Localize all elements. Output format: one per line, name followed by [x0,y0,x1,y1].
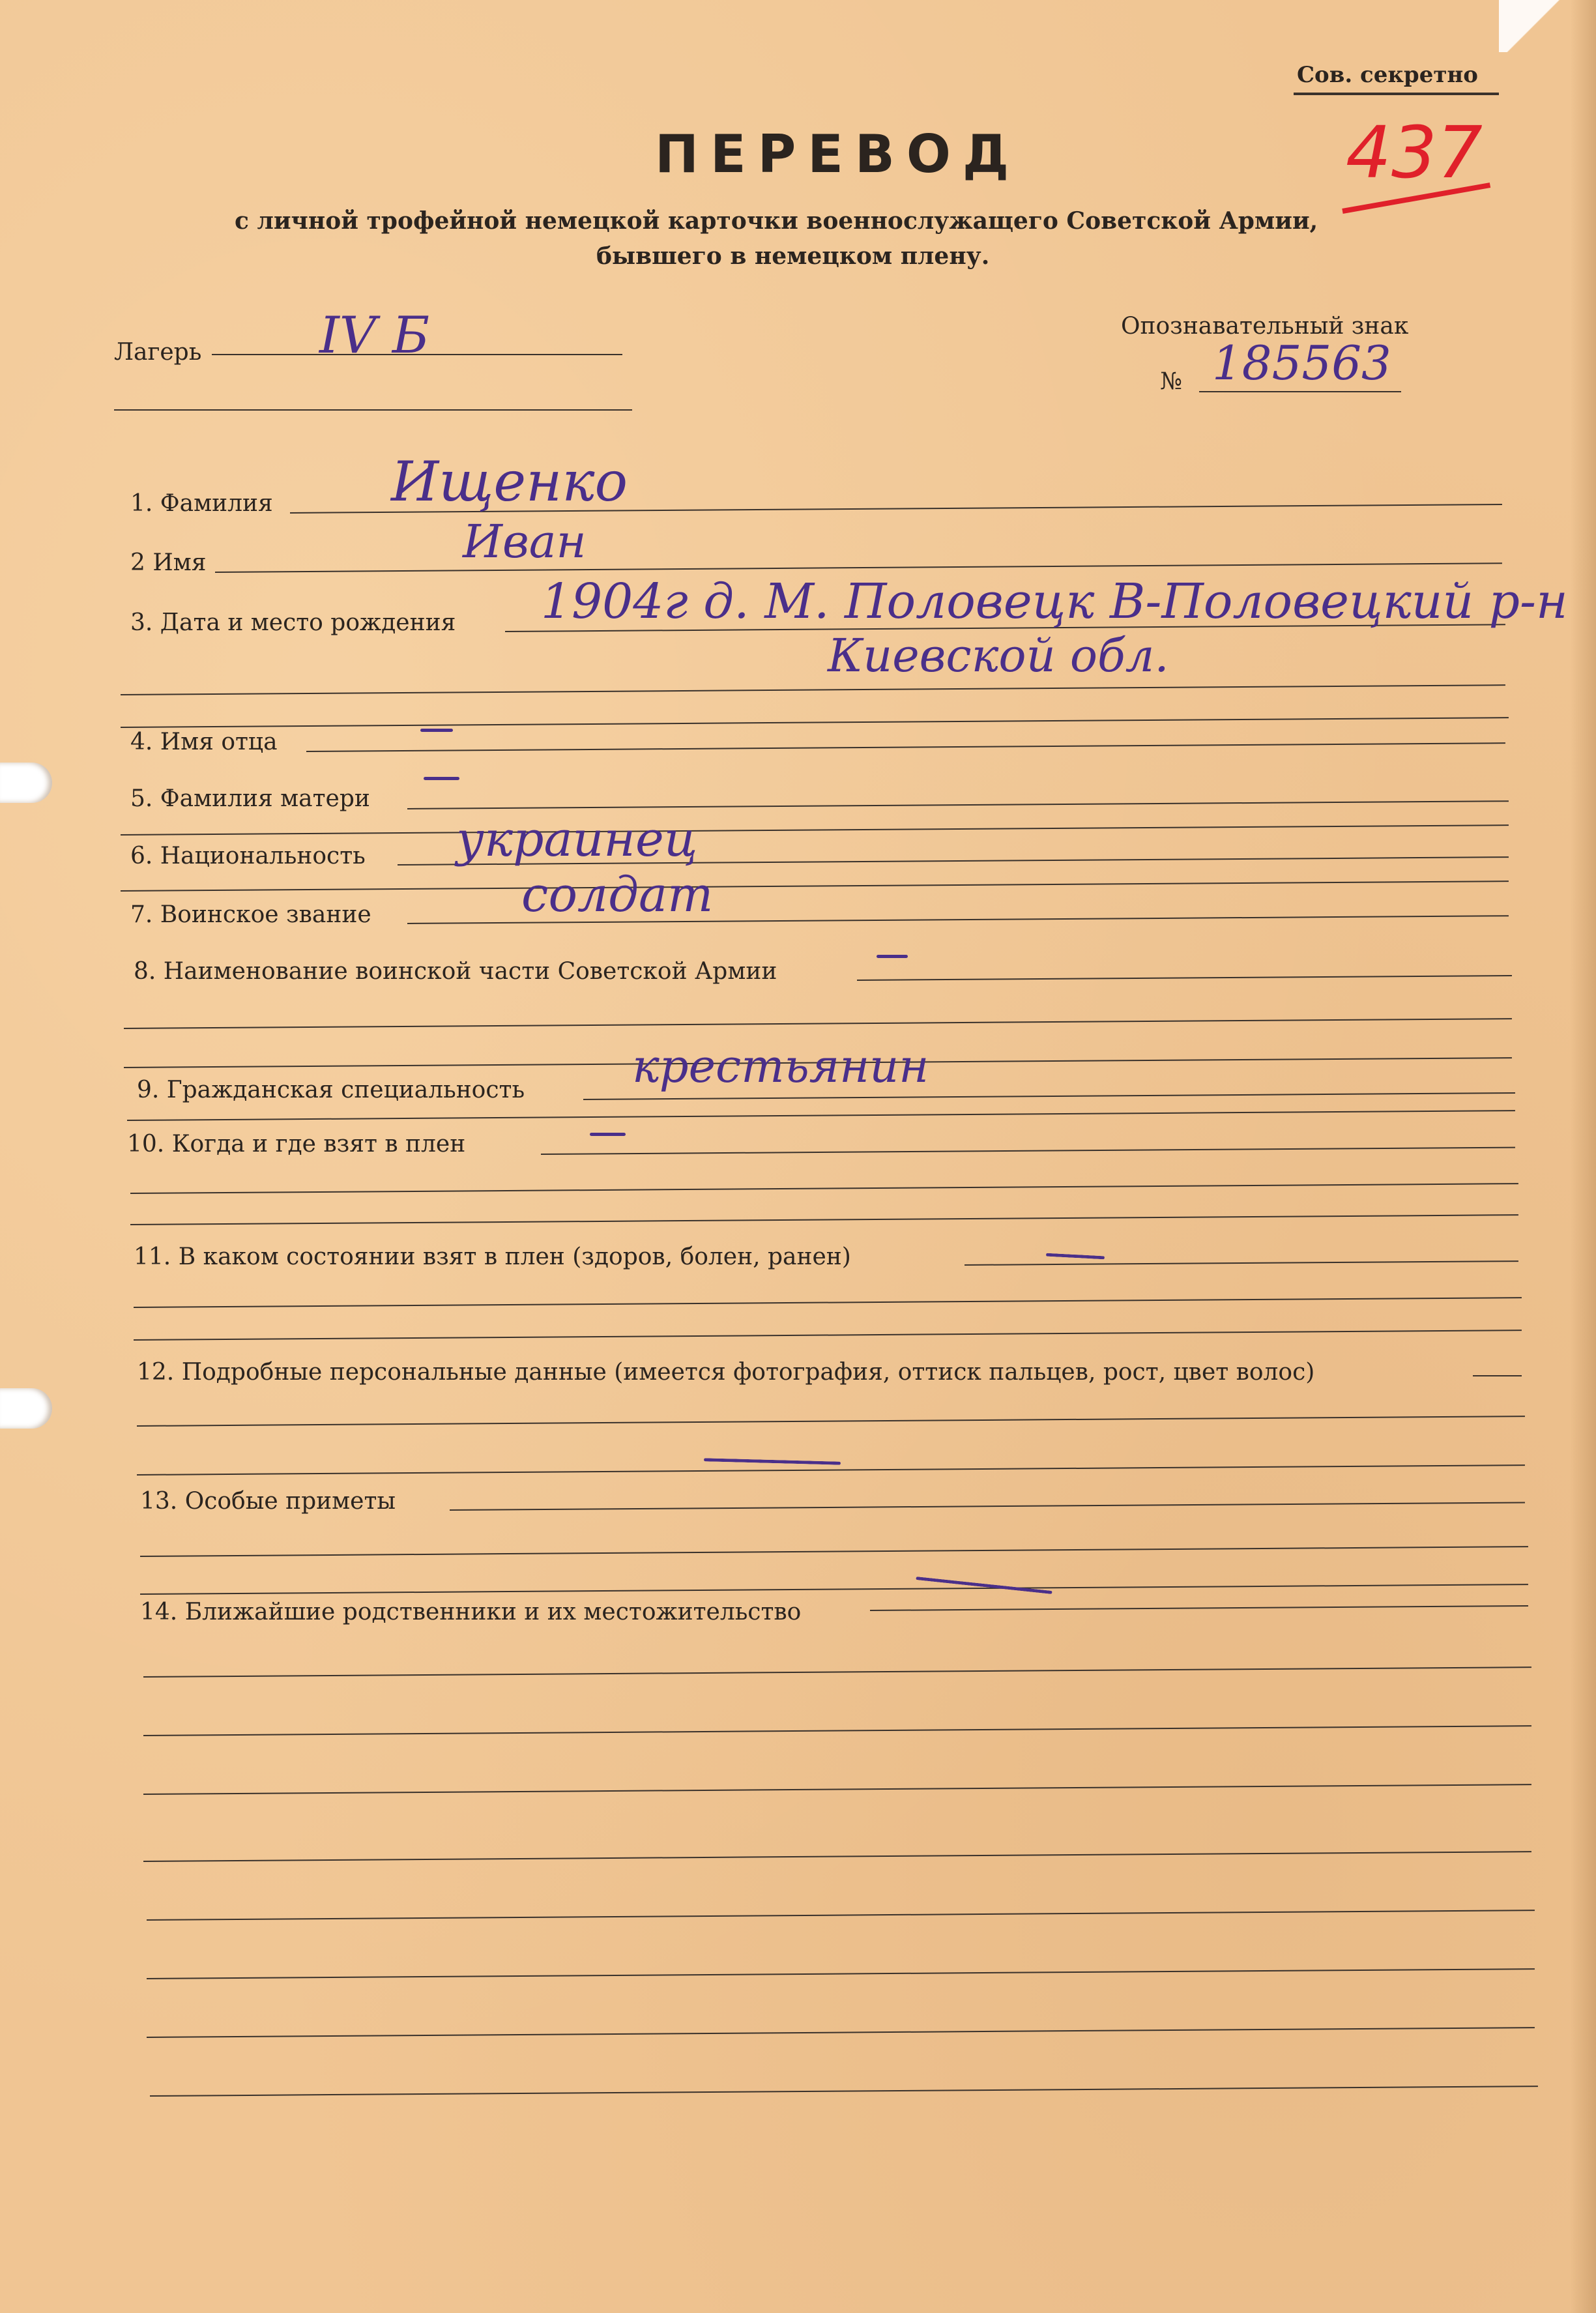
page-title: ПЕРЕВОД [655,124,1021,184]
field-5-label: 5. Фамилия матери [130,785,370,812]
field-10-top-line [127,1110,1515,1121]
field-12-label: 12. Подробные персональные данные (имеется фотография, оттиск пальцев, рост, цвет волос) [137,1359,1315,1386]
field-6-label: 6. Национальность [130,843,366,869]
camp-label: Лагерь [114,339,202,366]
blank-line-3 [143,1784,1531,1795]
field-11-line-3 [134,1330,1522,1341]
field-9-line [583,1092,1515,1100]
field-4-top-line [121,717,1509,728]
field-14-label: 14. Ближайшие родственники и их местожительство [140,1599,802,1625]
field-11-line-2 [134,1297,1522,1308]
field-8-line [857,975,1512,981]
field-11-dash [1046,1253,1105,1260]
field-13-line [450,1502,1525,1511]
blank-line-8 [150,2086,1538,2097]
punch-hole-top [0,763,52,803]
field-8-label: 8. Наименование воинской части Советской Армии [134,958,777,985]
field-12-dash [704,1458,841,1464]
field-14-line [870,1605,1528,1611]
field-10-line-2 [130,1183,1518,1194]
field-3-line-2 [121,684,1505,695]
field-4-label: 4. Имя отца [130,729,278,755]
punch-hole-bottom [0,1388,52,1429]
field-4-line [306,742,1505,752]
blank-line-7 [147,2027,1535,2038]
field-8-dash [877,955,908,958]
blank-line-1 [143,1666,1531,1678]
field-11-line [965,1260,1518,1266]
field-10-line-3 [130,1214,1518,1225]
field-7-value: солдат [521,867,714,923]
field-2-line [215,562,1502,573]
field-14-dash [916,1577,1052,1594]
field-12-line-2 [137,1416,1525,1427]
id-tag-value: 185563 [1212,336,1391,390]
secret-underline [1294,93,1499,95]
subtitle-line-2: бывшего в немецком плену. [596,242,990,270]
field-1-value: Ищенко [391,450,628,514]
field-10-label: 10. Когда и где взят в плен [127,1131,466,1157]
field-10-dash [590,1133,626,1136]
subtitle-line-1: с личной трофейной немецкой карточки военнослужащего Советской Армии, [235,207,1318,235]
field-2-value: Иван [463,515,587,568]
field-13-line-3 [140,1584,1528,1595]
field-9-label: 9. Гражданская специальность [137,1077,525,1103]
field-3-value: 1904г д. М. Половецк В-Половецкий р-н [541,574,1568,630]
field-11-label: 11. В каком состоянии взят в плен (здоров, болен, ранен) [134,1244,851,1270]
field-3-label: 3. Дата и место рождения [130,609,456,636]
field-9-value: крестьянин [632,1040,929,1093]
id-tag-label: Опознавательный знак [1121,313,1409,340]
red-handwritten-number: 437 [1346,111,1483,194]
id-tag-line [1199,391,1401,392]
field-1-label: 1. Фамилия [130,490,273,517]
field-7-top-line [121,880,1509,892]
field-12-line-3 [137,1464,1525,1476]
field-5-line [407,800,1509,809]
blank-line-2 [143,1725,1531,1736]
field-5-dash [424,777,459,780]
field-4-dash [420,729,453,732]
field-8-line-2 [124,1018,1512,1029]
camp-value: IV Б [319,306,430,365]
field-7-label: 7. Воинское звание [130,901,371,928]
field-6-top-line [121,824,1509,836]
secret-stamp-label: Сов. секретно [1297,62,1478,88]
field-13-label: 13. Особые приметы [140,1488,396,1515]
blank-line-5 [147,1910,1535,1921]
field-12-line [1473,1375,1522,1376]
paper-edge-shadow [1570,0,1596,2313]
blank-line-4 [143,1851,1531,1862]
field-6-value: украинец [456,811,698,867]
blank-line-6 [147,1968,1535,1979]
field-3-value-2: Киевской обл. [828,629,1169,682]
camp-line-2 [114,409,632,411]
field-10-line [541,1147,1515,1155]
field-2-label: 2 Имя [130,549,207,576]
id-tag-number-label: № [1160,368,1183,395]
field-13-line-2 [140,1546,1528,1557]
